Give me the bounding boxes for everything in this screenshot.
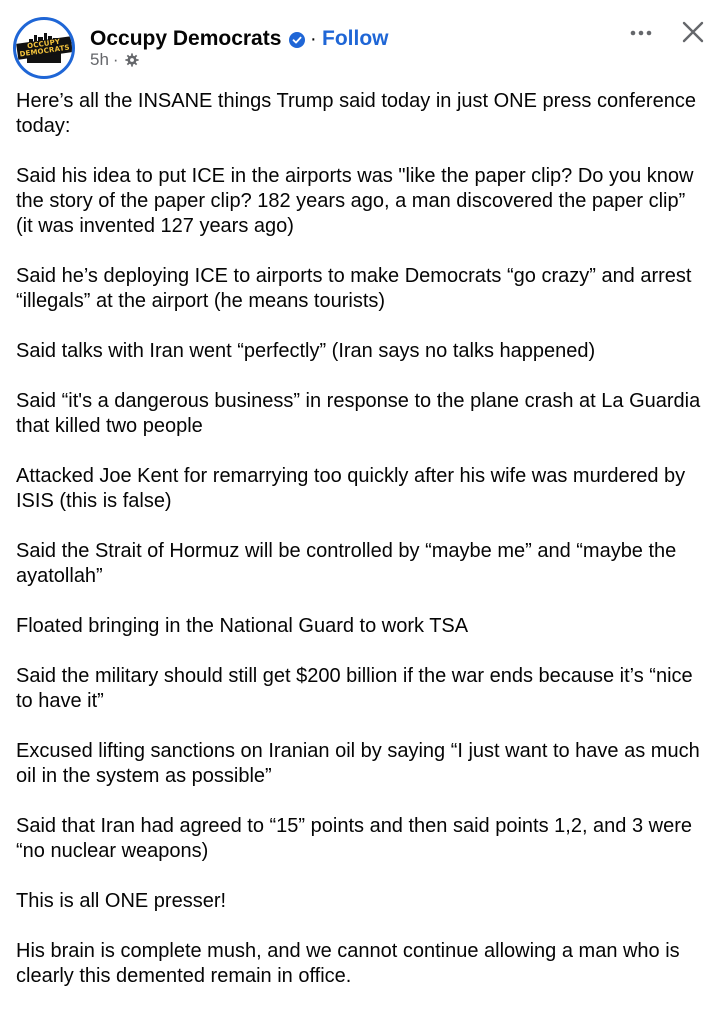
verified-badge-icon — [289, 32, 305, 48]
post-paragraph: Said “it's a dangerous business” in response to the plane crash at La Guardia that killed two people — [16, 390, 701, 437]
post-time[interactable]: 5h — [90, 50, 109, 69]
post-paragraph: Said the military should still get $200 billion if the war ends because it’s “nice to have it” — [16, 665, 693, 712]
avatar[interactable] — [13, 17, 75, 79]
close-icon[interactable] — [679, 18, 707, 46]
post-paragraph: Attacked Joe Kent for remarrying too quickly after his wife was murdered by ISIS (this is false) — [16, 465, 686, 512]
page-name[interactable]: Occupy Democrats — [90, 27, 282, 50]
header-separator: · — [310, 28, 317, 50]
post-paragraph: His brain is complete mush, and we cannot continue allowing a man who is clearly this demented remain in office. — [16, 940, 680, 987]
post-paragraph: Excused lifting sanctions on Iranian oil by saying “I just want to have as much oil in the system as possible” — [16, 740, 700, 787]
meta-separator: · — [112, 50, 119, 69]
more-options-icon[interactable] — [627, 23, 655, 43]
post-paragraph: Said that Iran had agreed to “15” points and then said points 1,2, and 3 were “no nuclear weapons) — [16, 815, 693, 862]
post-paragraph: Said he’s deploying ICE to airports to make Democrats “go crazy” and arrest “illegals” at the airport (he means tourists) — [16, 265, 692, 312]
page-logo — [19, 23, 69, 73]
post-text — [16, 89, 706, 1014]
post-paragraph: Said his idea to put ICE in the airports was "like the paper clip? Do you know the story of the paper clip? 182 years ago, a man discovered the paper clip” (it was invented 127 years ago) — [16, 165, 694, 237]
post-paragraph: Here’s all the INSANE things Trump said today in just ONE press conference today: — [16, 90, 696, 137]
post-paragraph: This is all ONE presser! — [16, 890, 227, 912]
post-header — [0, 0, 716, 86]
logo-text: OCCUPY DEMOCRATS — [16, 36, 72, 59]
gear-icon — [125, 53, 139, 67]
post-paragraph: Said talks with Iran went “perfectly” (Iran says no talks happened) — [16, 340, 596, 362]
post-paragraph: Said the Strait of Hormuz will be controlled by “maybe me” and “maybe the ayatollah” — [16, 540, 677, 587]
follow-button[interactable]: Follow — [322, 27, 389, 50]
post-paragraph: Floated bringing in the National Guard to work TSA — [16, 615, 469, 637]
post-meta — [90, 50, 139, 70]
